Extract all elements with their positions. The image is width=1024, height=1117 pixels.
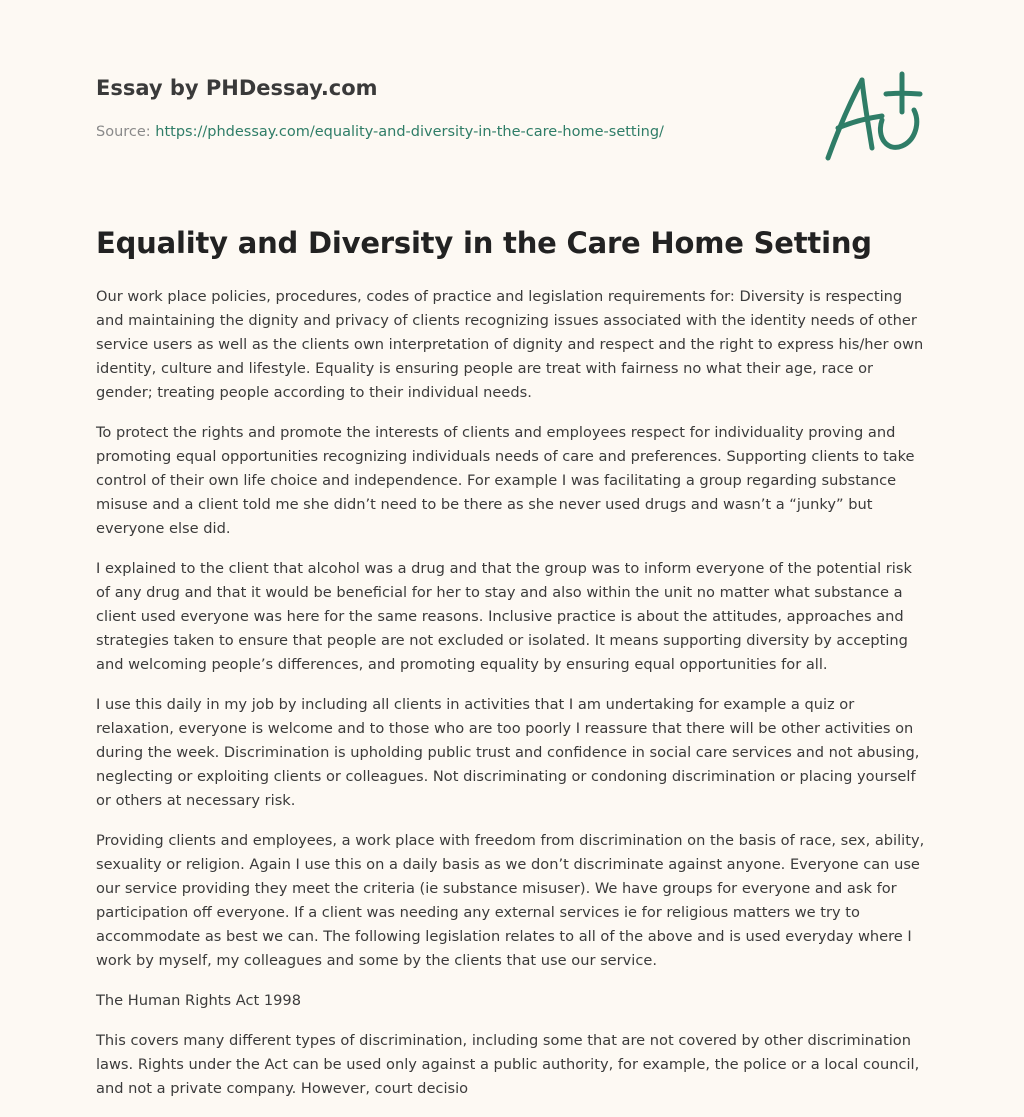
essay-paragraph: Our work place policies, procedures, codes of practice and legislation requirements for: Diversity is respecting and maintaining the dignity and privacy of clients recognizing issues associated with the identity needs of other service users as well as the clients own interpretation of dignity and respect and the right to express his/her own identity, culture and lifestyle. Equality is ensuring people are treat with fairness no what their age, race or gender; treating people according to their individual needs.: [96, 288, 924, 401]
essay-paragraph: Providing clients and employees, a work place with freedom from discrimination on the basis of race, sex, ability, sexuality or religion. Again I use this on a daily basis as we don’t discriminate against anyone. Everyone can use our service providing they meet the criteria (ie substance misuser). We have groups for everyone and ask for participation off everyone. If a client was needing any external services ie for religious matters we try to accommodate as best we can. The following legislation relates to all of the above and is used everyday where I work by myself, my colleagues and some by the clients that use our service.: [96, 832, 925, 969]
source-label: Source:: [96, 124, 156, 140]
a-plus-logo-icon: [816, 66, 928, 166]
essay-paragraph: To protect the rights and promote the interests of clients and employees respect for individuality proving and promoting equal opportunities recognizing individuals needs of care and preferences. Supporting clients to take control of their own life choice and independence. For example I was facilitating a group regarding substance misuse and a client told me she didn’t need to be there as she never used drugs and wasn’t a “junky” but everyone else did.: [96, 424, 915, 537]
essay-title: Equality and Diversity in the Care Home Setting: [96, 226, 872, 260]
source-link[interactable]: https://phdessay.com/equality-and-diversity-in-the-care-home-setting/: [155, 124, 664, 140]
essay-paragraph: I use this daily in my job by including all clients in activities that I am undertaking for example a quiz or relaxation, everyone is welcome and to those who are too poorly I reassure that there will be other activities on during the week. Discrimination is upholding public trust and confidence in social care services and not abusing, neglecting or exploiting clients or colleagues. Not discriminating or condoning discrimination or placing yourself or others at necessary risk.: [96, 696, 920, 809]
essay-subheading: The Human Rights Act 1998: [96, 992, 301, 1009]
essay-body: [96, 285, 930, 1117]
brand-title: Essay by PHDessay.com: [96, 76, 378, 100]
essay-paragraph: I explained to the client that alcohol was a drug and that the group was to inform everyone of the potential risk of any drug and that it would be beneficial for her to stay and also within the unit no matter what substance a client used everyone was here for the same reasons. Inclusive practice is about the attitudes, approaches and strategies taken to ensure that people are not excluded or isolated. It means supporting diversity by accepting and welcoming people’s differences, and promoting equality by ensuring equal opportunities for all.: [96, 560, 912, 673]
essay-paragraph: This covers many different types of discrimination, including some that are not covered by other discrimination laws. Rights under the Act can be used only against a public authority, for example, the police or a local council, and not a private company. However, court decisio: [96, 1032, 920, 1097]
source-line: [96, 124, 664, 140]
